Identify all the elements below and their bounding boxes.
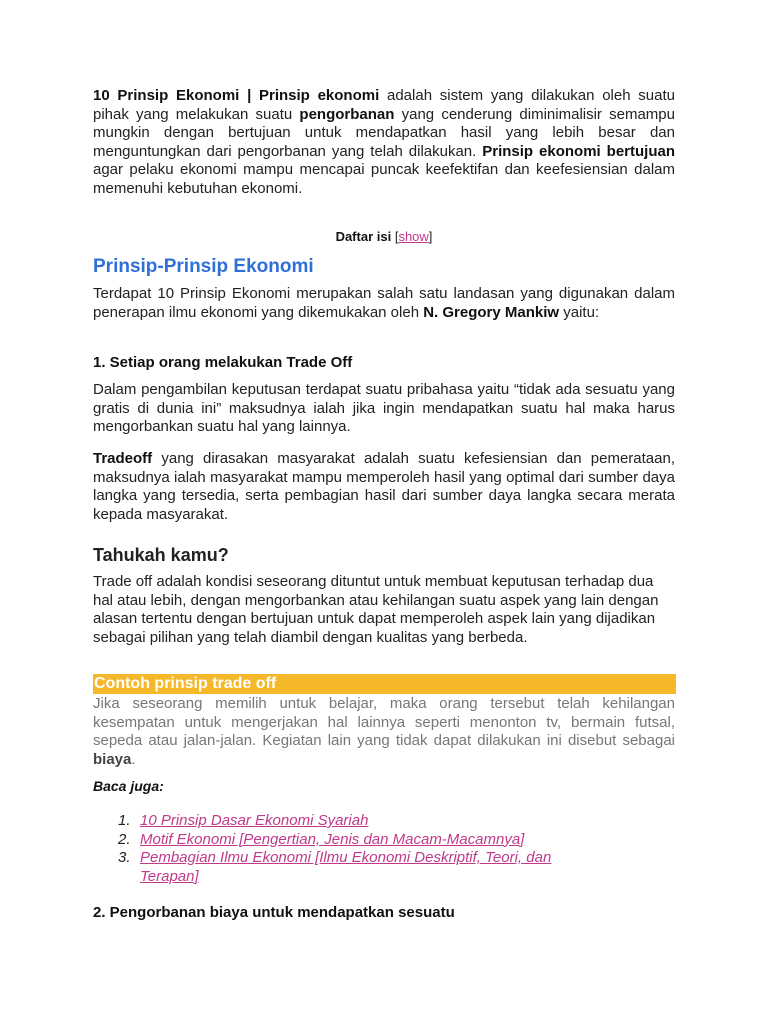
toc-bracket-open: [	[391, 229, 399, 244]
paragraph-mankiw-text-1: Terdapat 10 Prinsip Ekonomi merupakan salah satu landasan yang digunakan dalam penerapan ilmu ekonomi yang dikemukakan oleh	[93, 285, 675, 321]
tahukah-heading: Tahukah kamu?	[93, 545, 229, 565]
list-item-number: 1.	[118, 812, 131, 829]
toc-show-link[interactable]: show	[398, 229, 429, 244]
intro-bold-pengorbanan: pengorbanan	[299, 105, 395, 123]
toc-bracket-close: ]	[428, 229, 433, 244]
section-heading-1: 1. Setiap orang melakukan Trade Off	[93, 354, 353, 371]
paragraph-tradeoff-text: yang dirasakan masyarakat adalah suatu kefesiensian dan pemerataan, maksudnya ialah masyarakat mampu memperoleh hasil yang optimal dari sumber daya langka yang tersedia, serta pembagian hasil dari sumber daya langka secara merata kepada masyarakat.	[93, 450, 675, 523]
list-item	[118, 849, 610, 886]
paragraph-trade-off-definition: Trade off adalah kondisi seseorang dituntut untuk membuat keputusan terhadap dua hal atau lebih, dengan mengorbankan atau kehilangan suatu aspek yang lain dengan alasan tertentu dengan bertujuan untuk dapat memperoleh aspek lain yang dijadikan sebagai pilihan yang telah diambil dengan kualitas yang berbeda.	[93, 573, 659, 646]
author-name: N. Gregory Mankiw	[423, 303, 560, 321]
paragraph-pribahasa: Dalam pengambilan keputusan terdapat suatu pribahasa yaitu “tidak ada sesuatu yang gratis di dunia ini” maksudnya ialah jika ingin mendapatkan suatu hal maka harus mengorbankan suatu hal yang lainnya.	[93, 381, 675, 435]
toc-label: Daftar isi	[335, 229, 392, 244]
tradeoff-term: Tradeoff	[93, 450, 153, 467]
intro-paragraph	[93, 87, 675, 198]
paragraph-example	[93, 695, 675, 769]
paragraph-example-text-1: Jika seseorang memilih untuk belajar, maka orang tersebut telah kehilangan kesempatan untuk mengerjakan hal lainnya seperti menonton tv, bermain futsal, sepeda atau jalan-jalan. Kegiatan lain yang tidak dapat dilakukan ini disebut sebagai	[93, 695, 675, 749]
related-links-list	[118, 812, 610, 886]
related-link-motif-ekonomi[interactable]: Motif Ekonomi [Pengertian, Jenis dan Macam-Macamnya]	[140, 830, 525, 848]
baca-juga-label: Baca juga:	[93, 778, 164, 794]
main-heading: Prinsip-Prinsip Ekonomi	[93, 256, 314, 277]
intro-text-3: agar pelaku ekonomi mampu mencapai puncak keefektifan dan keefesiensian dalam memenuhi kebutuhan ekonomi.	[93, 161, 675, 197]
related-link-pembagian-ilmu[interactable]: Pembagian Ilmu Ekonomi [Ilmu Ekonomi Deskriptif, Teori, dan Terapan]	[140, 849, 552, 885]
list-item-number: 3.	[118, 849, 131, 867]
intro-term: 10 Prinsip Ekonomi | Prinsip ekonomi	[93, 87, 380, 104]
paragraph-mankiw	[93, 285, 675, 322]
list-item-number: 2.	[118, 830, 131, 848]
highlight-bar: Contoh prinsip trade off	[93, 674, 676, 694]
intro-bold-prinsip: Prinsip ekonomi bertujuan	[482, 142, 675, 160]
list-item	[118, 830, 610, 850]
section-heading-2: 2. Pengorbanan biaya untuk mendapatkan sesuatu	[93, 904, 455, 921]
intro-text-2: yang cenderung diminimalisir semampu mungkin dengan bertujuan untuk mendapatkan hasil yang lebih besar dan menguntungkan dari pengorbanan yang telah dilakukan.	[93, 105, 675, 160]
table-of-contents	[93, 229, 675, 244]
related-link-ekonomi-syariah[interactable]: 10 Prinsip Dasar Ekonomi Syariah	[140, 812, 369, 829]
biaya-term: biaya	[93, 750, 132, 768]
intro-text-1: adalah sistem yang dilakukan oleh suatu pihak yang melakukan suatu	[93, 87, 676, 123]
paragraph-example-text-2: .	[131, 750, 136, 768]
list-item	[118, 812, 610, 831]
paragraph-mankiw-text-2: yaitu:	[559, 303, 600, 321]
paragraph-tradeoff	[93, 450, 675, 524]
